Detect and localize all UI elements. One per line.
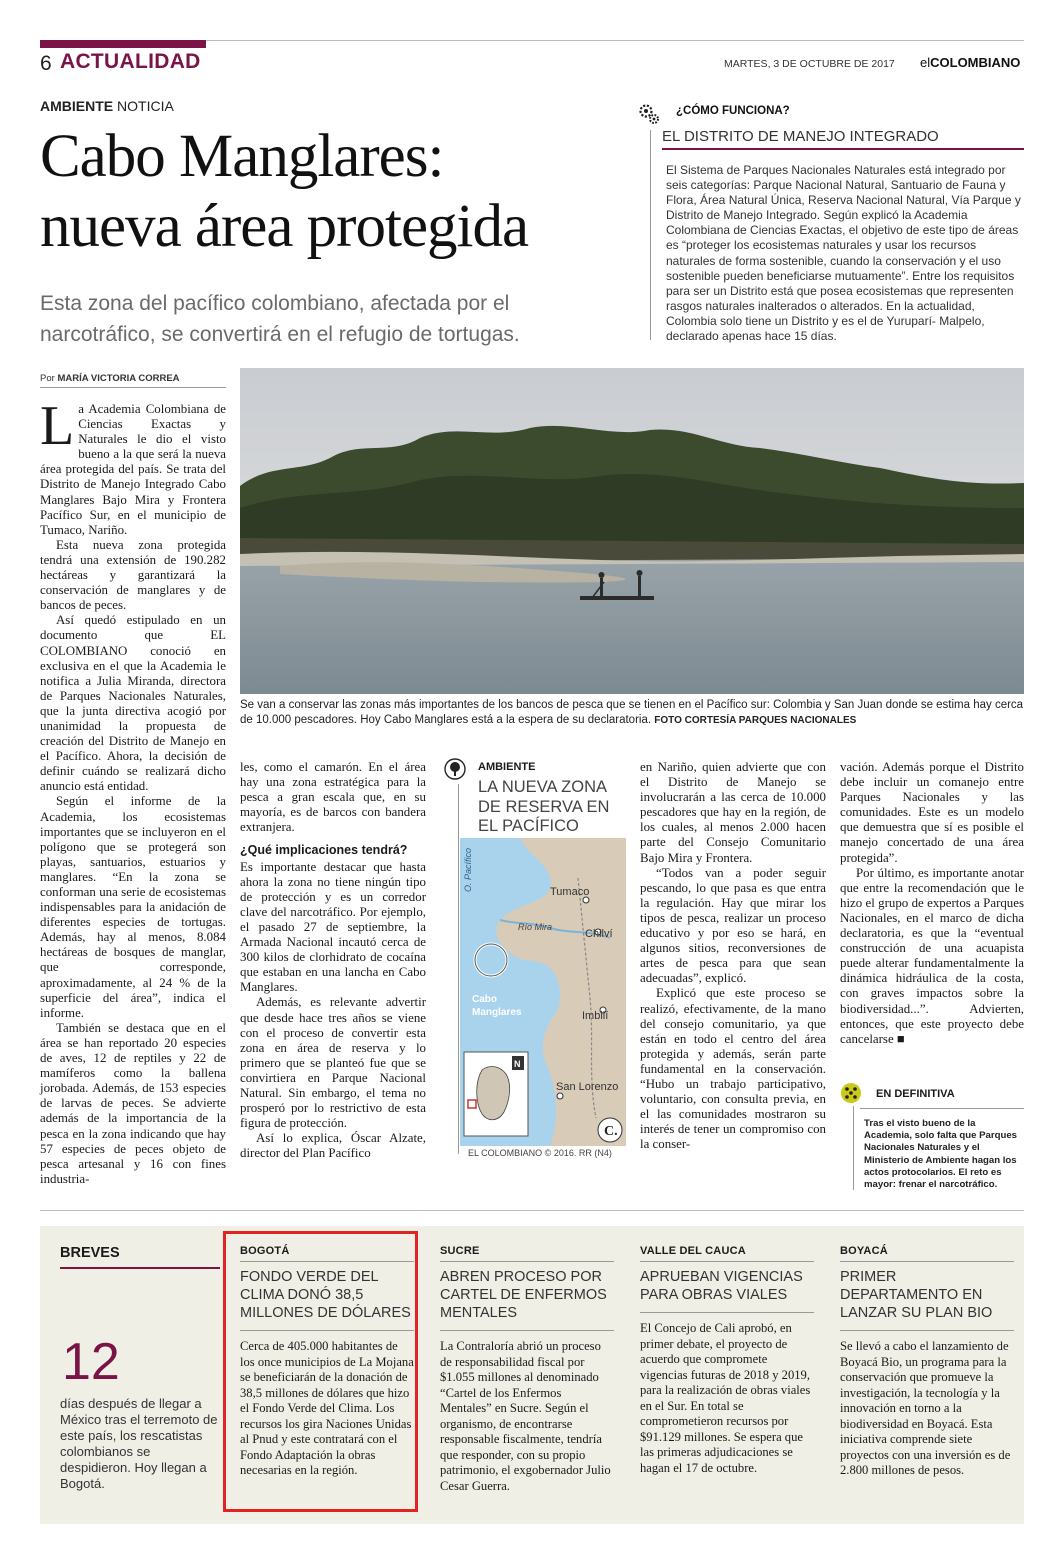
article-kicker bbox=[40, 98, 174, 114]
brief-place: BOYACÁ bbox=[840, 1245, 1014, 1262]
caption-text: Se van a conservar las zonas más importantes de los bancos de pesca que se tienen en el Pacífico sur: Colombia y San Juan donde se estima hay cerca de 10.000 pescadores. Hoy Cabo Manglares está a la espera de su declaratoria. bbox=[240, 699, 1024, 726]
paragraph: vación. Además porque el Distrito debe incluir un comanejo entre Parques Nacionales y las comunidades. Este es un modelo que demuestra que sí es posible el manejo concertado de una área protegida”. bbox=[840, 760, 1024, 865]
paragraph: Además, es relevante advertir que desde hace tres años se viene con el proceso de convertir esta zona en área de reserva y lo primero que se planteó fue que se convirtiera en Parque Nacional Natural. Sin embargo, el tema no prosperó por lo restrictivo de esta figura de protección. bbox=[240, 995, 426, 1131]
paragraph: Así lo explica, Óscar Alzate, director del Plan Pacífico bbox=[240, 1131, 426, 1161]
article-deck: Esta zona del pacífico colombiano, afectada por el narcotráfico, se convertirá en el refugio de tortugas. bbox=[40, 292, 520, 346]
brief-sucre bbox=[440, 1245, 614, 1494]
paragraph: También se destaca que en el área se han reportado 20 especies de aves, 12 de reptiles y 22 de mamíferos como la ballena jorobada. Además, de 153 especies de larvas de peces. Se advierte además de la importancia de la pesca en la zona indicando que hay 57 especies de peces objeto de pesca artesanal y 16 con fines industria- bbox=[40, 1020, 226, 1186]
photo-credit: FOTO CORTESÍA PARQUES NACIONALES bbox=[654, 715, 857, 726]
page-number: 6 bbox=[40, 52, 52, 75]
highlight-box bbox=[223, 1231, 418, 1512]
photo-caption bbox=[240, 698, 1024, 728]
map-place-chilvi: Chilví bbox=[585, 928, 613, 940]
breves-number-text: días después de llegar a México tras el terremoto de este país, los rescatistas colombianos se despidieron. Hoy llegan a Bogotá. bbox=[60, 1396, 218, 1491]
issue-date: MARTES, 3 DE OCTUBRE DE 2017 bbox=[724, 58, 895, 70]
masthead-prefix: el bbox=[920, 55, 931, 70]
drop-cap: L bbox=[40, 395, 75, 457]
section-name: ACTUALIDAD bbox=[60, 50, 201, 73]
reserve-map bbox=[460, 838, 626, 1146]
brief-title: FONDO VERDE DEL CLIMA DONÓ 38,5 MILLONES DE DÓLARES bbox=[240, 1268, 414, 1331]
map-place-imbili: Imbilí bbox=[582, 1010, 609, 1022]
breves-label: BREVES bbox=[60, 1245, 220, 1269]
map-divider bbox=[458, 784, 459, 1154]
paragraph: en Nariño, quien advierte que con el Distrito de Manejo se involucrarán a las cerca de 10.000 pescadores que hay en la región, de los cuales, al menos 2.000 hacen parte del Consejo Comunitario Bajo Mira y Frontera. bbox=[640, 760, 826, 865]
definitiva-body: Tras el visto bueno de la Academia, solo falta que Parques Nacionales Naturales y el Ministerio de Ambiente hagan los actos protocolarios. El reto es mayor: frenar el narcotráfico. bbox=[864, 1118, 1018, 1191]
article-column-2 bbox=[240, 760, 426, 1161]
brief-title: ABREN PROCESO POR CARTEL DE ENFERMOS MENTALES bbox=[440, 1268, 614, 1331]
paragraph: Así quedó estipulado en un documento que EL COLOMBIANO conoció en exclusiva en el que la Academia le notifica a Julia Miranda, directora de Parques Nacionales Naturales, que la junta directiva acogió por unanimidad la propuesta de creación del Distrito de Manejo en el Pacífico. Ahora, la decisión de definir cuándo se realizará dicho anuncio está entidad. bbox=[40, 613, 226, 794]
paragraph: Según el informe de la Academia, los ecosistemas importantes que se incluyeron en el polígono que se protegerá son playas, santuarios, estuarios y manglares. “En la zona se conforman una serie de ecosistemas indispensables para la anidación de diferentes especies de tortugas. Además, hay al menos, 8.084 hectáreas de bosques de manglar, que corresponde, aproximadamente, al 24 % de la superficie del área”, indica el informe. bbox=[40, 794, 226, 1020]
paragraph: a Academia Colombiana de Ciencias Exactas y Naturales le dio el visto bueno a la que será la nueva área protegida del país. Se trata del Distrito de Manejo Integrado Cabo Manglares Bajo Mira y Frontera Pacífico Sur, en el municipio de Tumaco, Nariño. bbox=[40, 402, 226, 537]
map-title: LA NUEVA ZONA DE RESERVA EN EL PACÍFICO bbox=[478, 778, 610, 835]
kicker-topic: AMBIENTE bbox=[40, 98, 114, 114]
byline-author: MARÍA VICTORIA CORREA bbox=[57, 373, 180, 384]
map-kicker: AMBIENTE bbox=[478, 761, 536, 773]
brief-text: Cerca de 405.000 habitantes de los once municipios de La Mojana se beneficiarán de la donación de 38,5 millones de dólares que hizo el Fondo Verde del Clima. Los recursos los gira Naciones Unidas al Pnud y este contratará con el Fondo Adaptación la obras necesarias en la región. bbox=[240, 1339, 414, 1477]
map-place-tumaco: Tumaco bbox=[550, 886, 590, 898]
map-area-label-2: Manglares bbox=[472, 1007, 522, 1018]
map-river-label: Río Mira bbox=[518, 922, 553, 932]
paragraph: “Todos van a poder seguir pescando, lo que pasa es que entra la regulación. Hay que mirar los tipos de pesca, realizar un proceso educativo y por eso se hará, en algunos sitios, reconversiones de artes de pesca para que sean adecuadas”, explicó. bbox=[640, 865, 826, 986]
mangrove-photo bbox=[240, 368, 1024, 694]
brief-text: Se llevó a cabo el lanzamiento de Boyacá Bio, un programa para la conservación que promueve la investigación, la tecnología y la innovación en torno a la biodiversidad en Boyacá. Esta iniciativa comprende siete proyectos con una inversión es de 2.800 millones de pesos. bbox=[840, 1339, 1011, 1477]
brief-text: La Contraloría abrió un proceso de responsabilidad fiscal por $1.055 millones al denominado “Cartel de los Enfermos Mentales” en Sucre. Según el organismo, de encontrarse responsable fiscalmente, tendría que responder, con su propio patrimonio, el exgobernador Julio Cesar Guerra. bbox=[440, 1339, 611, 1493]
headline-line-2: nueva área protegida bbox=[40, 193, 529, 260]
brief-place: SUCRE bbox=[440, 1245, 614, 1262]
paragraph: Es importante destacar que hasta ahora la zona no tiene ningún tipo de protección y es un corredor clave del narcotráfico. Por ejemplo, el pasado 27 de septiembre, la Armada Nacional incautó cerca de 300 kilos de clorhidrato de cocaína que estaban en una lancha en Cabo Manglares. bbox=[240, 859, 426, 995]
paragraph: Por último, es importante anotar que entre la recomendación que le hizo el grupo de expertos a Parques Nacionales, en el marco de dicha declaratoria, es que la “eventual construcción de una acuapista puede alterar fundamentalmente la dinámica hidráulica de la costa, con graves impactos sobre la biodiversidad...”. Advierten, entonces, que este proyecto debe cancelarse ■ bbox=[840, 865, 1024, 1046]
paragraph: Explicó que este proceso se realizó, efectivamente, de la mano del consejo comunitario, ya que están en todo el centro del área protegida y además, serán parte fundamental en la conservación. “Hubo un trabajo participativo, voluntario, con consulta previa, en el las comunidades mostraron su interés de tener un compromiso con la conser- bbox=[640, 986, 826, 1152]
paragraph: les, como el camarón. En el área hay una zona estratégica para la pesca a gran escala que, en su mayoría, es de barcos con bandera extranjera. bbox=[240, 760, 426, 835]
map-north-label: N bbox=[514, 1059, 521, 1069]
masthead-name: COLOMBIANO bbox=[930, 55, 1021, 70]
section-accent-bar bbox=[40, 40, 206, 48]
gears-icon bbox=[637, 102, 661, 126]
how-box-divider bbox=[650, 130, 651, 340]
byline bbox=[40, 373, 226, 388]
how-box-label: ¿CÓMO FUNCIONA? bbox=[676, 105, 790, 117]
masthead-logo bbox=[920, 55, 1020, 70]
brief-text: El Concejo de Cali aprobó, en primer debate, el proyecto de acuerdo que compromete vigencias futuras de 2018 y 2019, para la realización de obras viales en el Sur. En total se comprometieron recursos por $91.129 millones. Se espera que las primeras adjudicaciones se hagan el 17 de octubre. bbox=[640, 1321, 811, 1475]
how-box-body: El Sistema de Parques Nacionales Naturales está integrado por seis categorías: Parque Nacional Natural, Santuario de Fauna y Flora, Área Natural Única, Reserva Nacional Natural, Vía Parque y Distrito de Manejo Integrado. Según explicó la Academia Colombiana de Ciencias Exactas, el objetivo de este tipo de áreas es “proteger los ecosistemas naturales y usar los recursos naturales de forma sostenible, cuando la conservación y el uso sostenible pueden beneficiarse mutuamente”. Entre los requisitos para ser un Distrito está que posea ecosistemas que representen rasgos naturales inalterados o alterados. En la actualidad, Colombia solo tiene un Distrito y es el de Yuruparí- Malpelo, declarado apenas hace 15 días. bbox=[666, 163, 1021, 344]
tree-icon bbox=[444, 758, 466, 780]
article-column-1 bbox=[40, 395, 226, 1187]
kicker-type: NOTICIA bbox=[117, 98, 174, 114]
definitiva-label: EN DEFINITIVA bbox=[876, 1088, 955, 1100]
headline bbox=[40, 122, 640, 262]
map-ocean-label: O. Pacífico bbox=[463, 847, 473, 892]
brief-boyaca bbox=[840, 1245, 1014, 1479]
map-place-san-lorenzo: San Lorenzo bbox=[556, 1081, 619, 1093]
article-column-4 bbox=[640, 760, 826, 1152]
brief-title: PRIMER DEPARTAMENTO EN LANZAR SU PLAN BIO bbox=[840, 1268, 1014, 1331]
definitiva-rule bbox=[860, 1108, 1024, 1109]
checklist-icon bbox=[840, 1082, 862, 1104]
paragraph: Esta nueva zona protegida tendrá una extensión de 190.282 hectáreas y garantizará la conservación de manglares y de bancos de peces. bbox=[40, 537, 226, 613]
how-box-title: EL DISTRITO DE MANEJO INTEGRADO bbox=[662, 128, 1024, 150]
brief-title: APRUEBAN VIGENCIAS PARA OBRAS VIALES bbox=[640, 1268, 814, 1313]
breves-big-number: 12 bbox=[62, 1333, 120, 1391]
map-area-label-1: Cabo bbox=[472, 994, 497, 1005]
brief-valle-del-cauca bbox=[640, 1245, 814, 1476]
publication-logo-glyph: C. bbox=[604, 1124, 618, 1139]
article-column-5 bbox=[840, 760, 1024, 1047]
brief-place: VALLE DEL CAUCA bbox=[640, 1245, 814, 1262]
brief-place: BOGOTÁ bbox=[240, 1245, 414, 1262]
byline-prefix: Por bbox=[40, 373, 55, 384]
article-subhead: ¿Qué implicaciones tendrá? bbox=[240, 843, 408, 858]
headline-line-1: Cabo Manglares: bbox=[40, 123, 444, 190]
breves-top-rule bbox=[40, 1210, 1024, 1211]
definitiva-divider bbox=[853, 1106, 854, 1190]
map-credit: EL COLOMBIANO © 2016. RR (N4) bbox=[468, 1148, 612, 1158]
